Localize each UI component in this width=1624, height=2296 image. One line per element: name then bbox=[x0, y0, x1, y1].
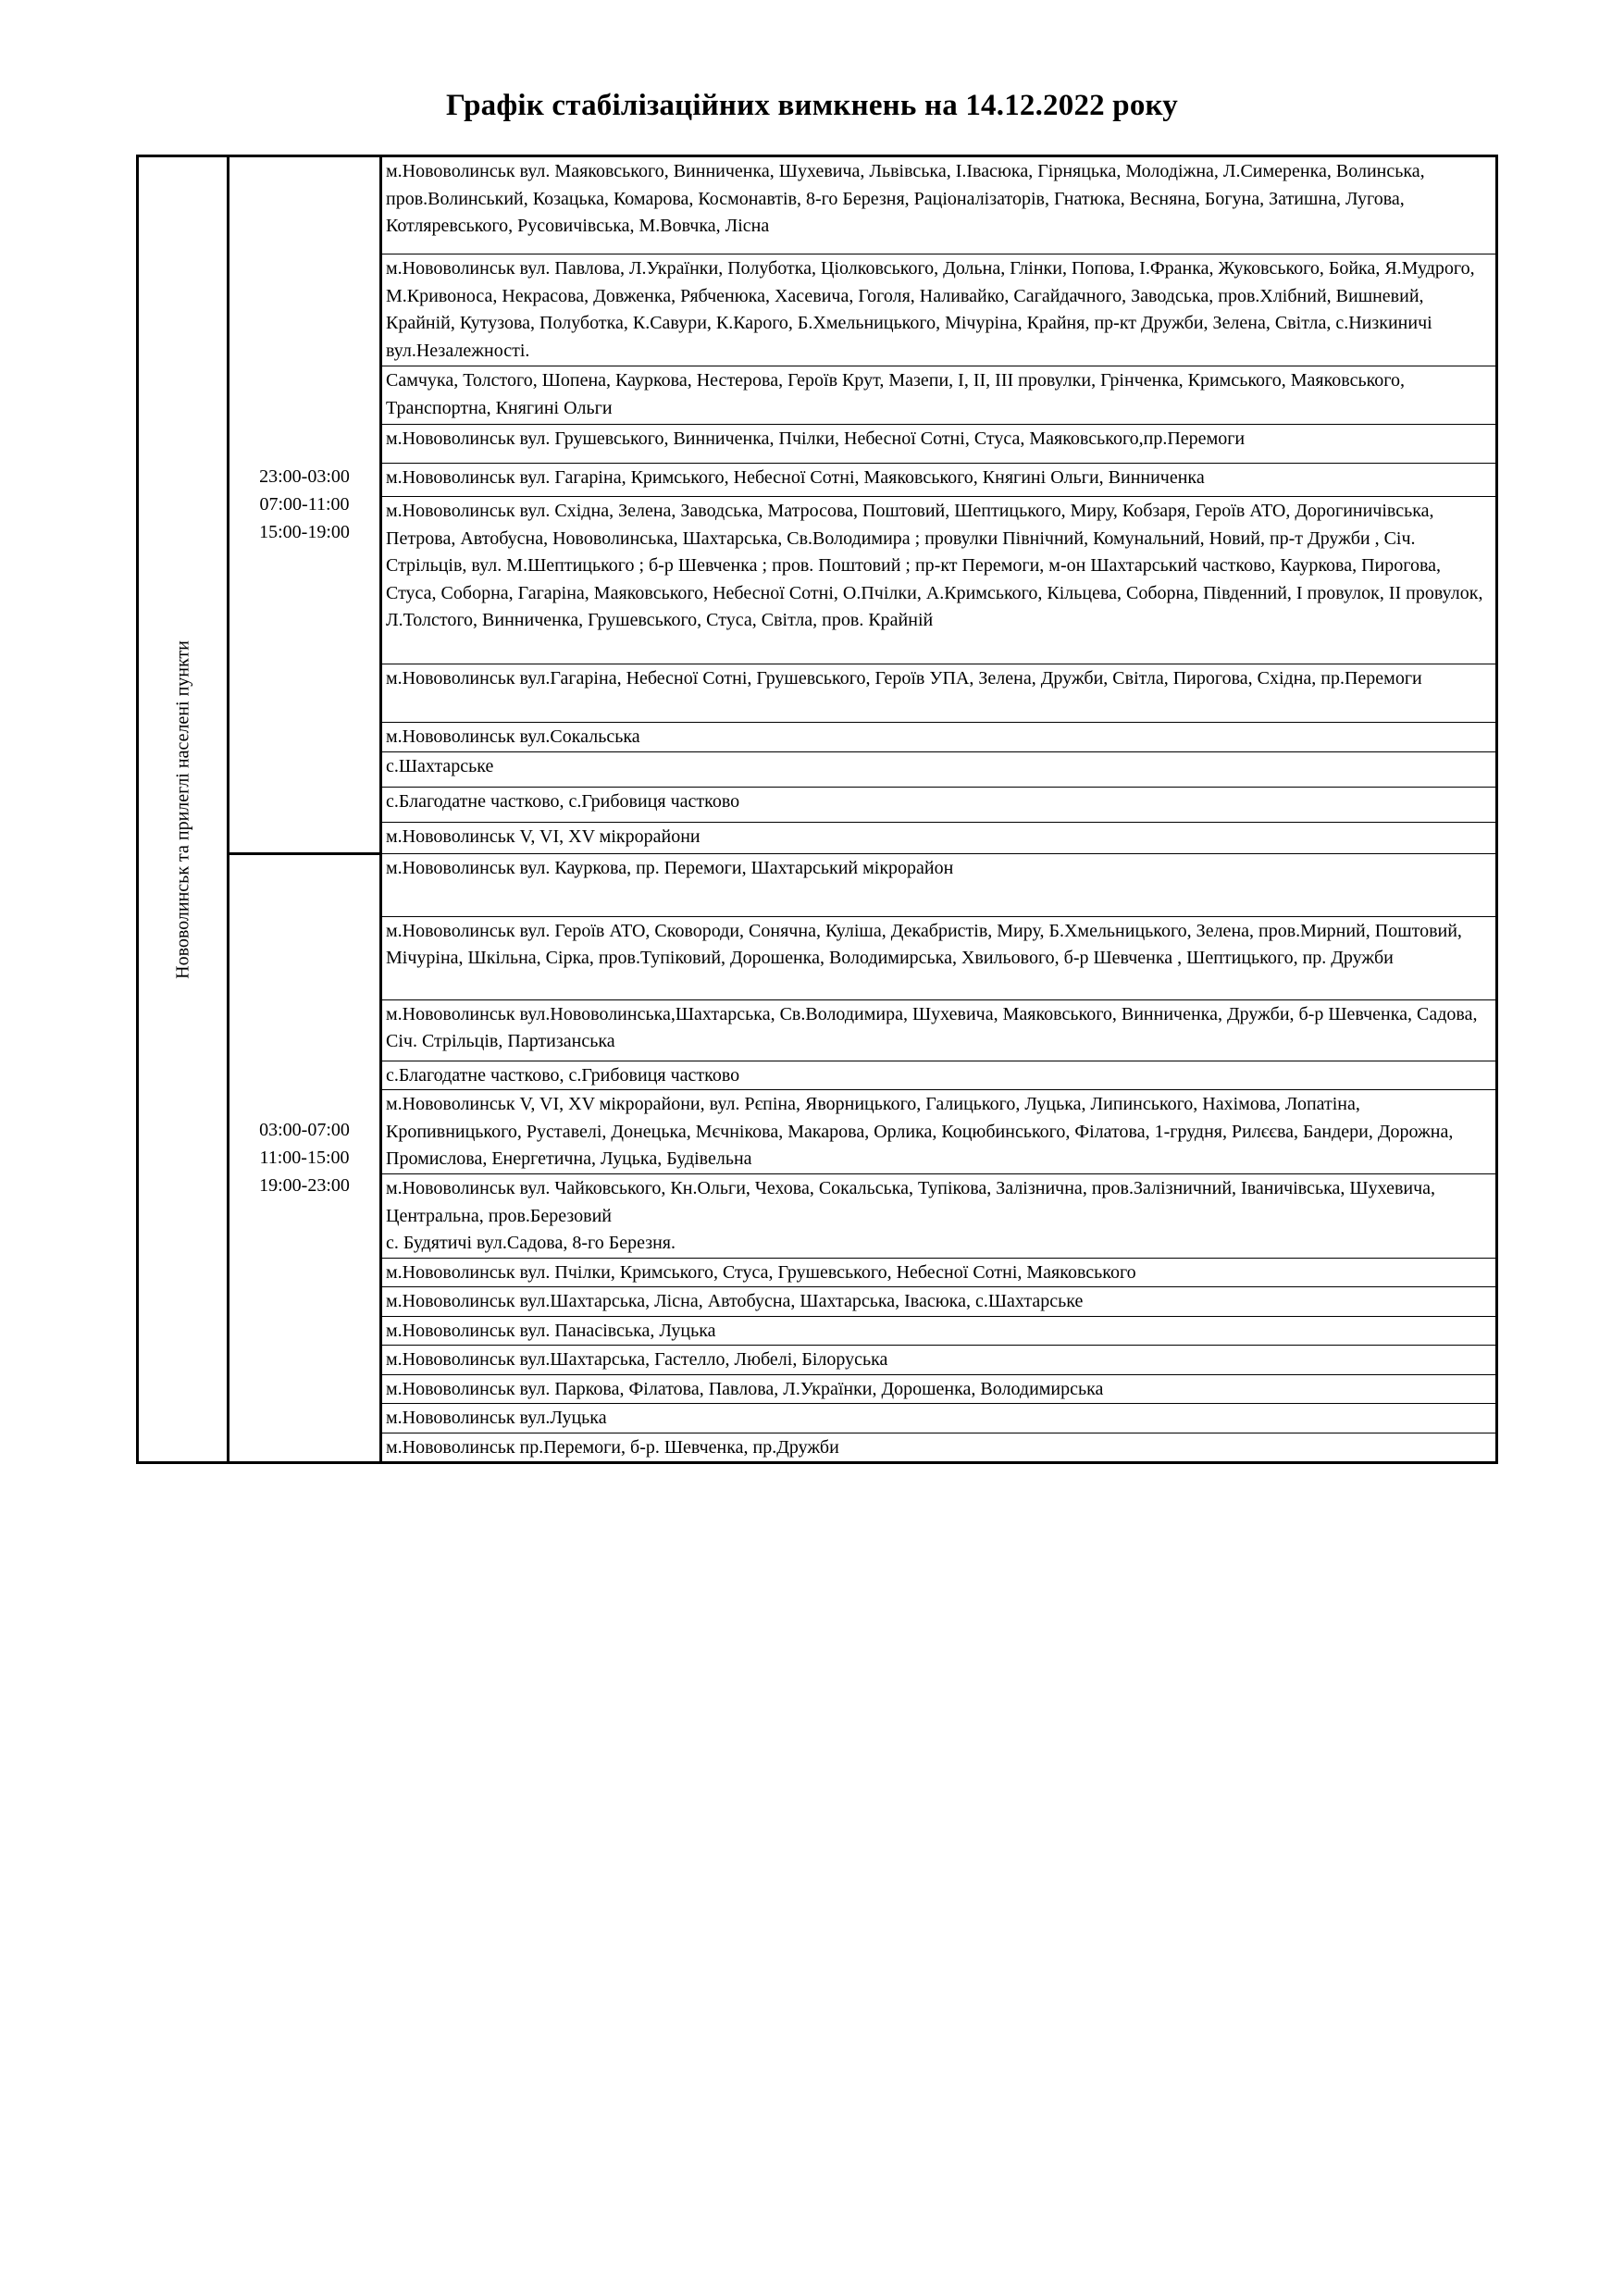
address-cell: м.Нововолинськ вул.Луцька bbox=[381, 1404, 1497, 1433]
time-slot: 23:00-03:00 bbox=[259, 466, 350, 488]
address-cell: м.Нововолинськ вул.Гагаріна, Небесної Сотні, Грушевського, Героїв УПА, Зелена, Дружби, Світла, Пирогова, Східна, пр.Перемоги bbox=[381, 664, 1497, 723]
address-cell: м.Нововолинськ вул. Грушевського, Винниченка, Пчілки, Небесної Сотні, Стуса, Маяковського,пр.Перемоги bbox=[381, 425, 1497, 464]
address-cell: с.Шахтарське bbox=[381, 751, 1497, 787]
time-slot-group-1 bbox=[229, 156, 381, 854]
time-slot: 11:00-15:00 bbox=[259, 1148, 350, 1169]
address-cell: м.Нововолинськ вул. Пчілки, Кримського, Стуса, Грушевського, Небесної Сотні, Маяковського bbox=[381, 1258, 1497, 1287]
page-title: Графік стабілізаційних вимкнень на 14.12.2022 року bbox=[446, 89, 1178, 122]
table-row bbox=[138, 156, 1497, 254]
address-cell: м.Нововолинськ вул. Східна, Зелена, Заводська, Матросова, Поштовий, Шептицького, Миру, Кобзаря, Героїв АТО, Дорогиничівська, Петрова, Автобусна, Нововолинська, Шахтарська, Св.Володимира ; провулки Північний, Комунальний, Новий, пр-т Дружби , Січ. Стрільців, вул. М.Шептицького ; б-р Шевченка ; пров. Поштовий ; пр-кт Перемоги, м-он Шахтарський частково, Кауркова, Пирогова, Стуса, Соборна, Гагаріна, Маяковського, Небесної Сотні, О.Пчілки, А.Кримського, Кільцева, Соборна, Південний, І провулок, ІІ провулок, Л.Толстого, Винниченка, Грушевського, Стуса, Світла, пров. Крайній bbox=[381, 497, 1497, 664]
address-cell bbox=[381, 1174, 1497, 1259]
address-cell: м.Нововолинськ вул. Панасівська, Луцька bbox=[381, 1316, 1497, 1346]
address-cell: м.Нововолинськ вул. Паркова, Філатова, Павлова, Л.Українки, Дорошенка, Володимирська bbox=[381, 1374, 1497, 1404]
address-cell: м.Нововолинськ V, VI, XV мікрорайони bbox=[381, 822, 1497, 853]
schedule-table bbox=[136, 155, 1498, 1464]
address-cell: с.Благодатне частково, с.Грибовиця частково bbox=[381, 787, 1497, 822]
time-slot: 19:00-23:00 bbox=[259, 1175, 350, 1197]
address-cell: с.Благодатне частково, с.Грибовиця частково bbox=[381, 1061, 1497, 1090]
address-cell: м.Нововолинськ вул. Павлова, Л.Українки, Полуботка, Ціолковського, Дольна, Глінки, Попова, І.Франка, Жуковського, Бойка, Я.Мудрого, М.Кривоноса, Некрасова, Довженка, Рябченюка, Хасевича, Гоголя, Наливайко, Сагайдачного, Заводська, пров.Хлібний, Вишневий, Крайній, Кутузова, Полуботка, К.Савури, К.Карого, Б.Хмельницького, Мічуріна, Крайня, пр-кт Дружби, Зелена, Світла, с.Низкиничі вул.Незалежності. bbox=[381, 254, 1497, 366]
region-label: Нововолинськ та прилеглі населені пункти bbox=[172, 639, 192, 979]
address-cell: м.Нововолинськ V, VI, XV мікрорайони, вул. Рєпіна, Яворницького, Галицького, Луцька, Липинського, Нахімова, Лопатіна, Кропивницького, Руставелі, Донецька, Мєчнікова, Макарова, Орлика, Коцюбинського, Філатова, 1-грудня, Рилєєва, Бандери, Дорожна, Промислова, Енергетична, Луцька, Будівельна bbox=[381, 1090, 1497, 1174]
time-slot: 03:00-07:00 bbox=[259, 1120, 350, 1141]
address-cell: Самчука, Толстого, Шопена, Кауркова, Нестерова, Героїв Крут, Мазепи, І, ІІ, ІІІ провулки, Грінченка, Кримського, Маяковського, Транспортна, Княгині Ольги bbox=[381, 366, 1497, 425]
address-cell: м.Нововолинськ вул. Героїв АТО, Сковороди, Сонячна, Куліша, Декабристів, Миру, Б.Хмельницького, Зелена, пров.Мирний, Поштовий, Мічуріна, Шкільна, Сірка, пров.Тупіковий, Дорошенка, Володимирська, Хвильового, б-р Шевченка , Шептицького, пр. Дружби bbox=[381, 916, 1497, 999]
time-slot: 15:00-19:00 bbox=[259, 522, 350, 543]
address-cell: м.Нововолинськ пр.Перемоги, б-р. Шевченка, пр.Дружби bbox=[381, 1433, 1497, 1463]
address-cell: м.Нововолинськ вул.Нововолинська,Шахтарська, Св.Володимира, Шухевича, Маяковського, Винниченка, Дружби, б-р Шевченка, Садова, Січ. Стрільців, Партизанська bbox=[381, 999, 1497, 1061]
address-cell: м.Нововолинськ вул. Гагаріна, Кримського, Небесної Сотні, Маяковського, Княгині Ольги, Винниченка bbox=[381, 464, 1497, 497]
address-cell: м.Нововолинськ вул. Кауркова, пр. Перемоги, Шахтарський мікрорайон bbox=[381, 853, 1497, 916]
address-text: м.Нововолинськ вул. Чайковського, Кн.Ольги, Чехова, Сокальська, Тупікова, Залізнична, пров.Залізничний, Іваничівська, Шухевича, Центральна, пров.Березовий bbox=[386, 1178, 1436, 1226]
address-text-extra: с. Будятичі вул.Садова, 8-го Березня. bbox=[386, 1233, 676, 1253]
address-cell: м.Нововолинськ вул.Шахтарська, Гастелло, Любелі, Білоруська bbox=[381, 1346, 1497, 1375]
time-slot-group-2 bbox=[229, 853, 381, 1463]
table-row bbox=[138, 853, 1497, 916]
address-cell: м.Нововолинськ вул.Сокальська bbox=[381, 723, 1497, 752]
time-slot: 07:00-11:00 bbox=[259, 494, 350, 515]
region-cell bbox=[138, 156, 229, 1463]
address-cell: м.Нововолинськ вул. Маяковського, Винниченка, Шухевича, Львівська, І.Івасюка, Гірняцька, Молодіжна, Л.Симеренка, Волинська, пров.Волинський, Козацька, Комарова, Космонавтів, 8-го Березня, Раціоналізаторів, Гнатюка, Весняна, Богуна, Затишна, Лугова, Котляревського, Русовичівська, М.Вовчка, Лісна bbox=[381, 156, 1497, 254]
address-cell: м.Нововолинськ вул.Шахтарська, Лісна, Автобусна, Шахтарська, Івасюка, с.Шахтарське bbox=[381, 1287, 1497, 1317]
